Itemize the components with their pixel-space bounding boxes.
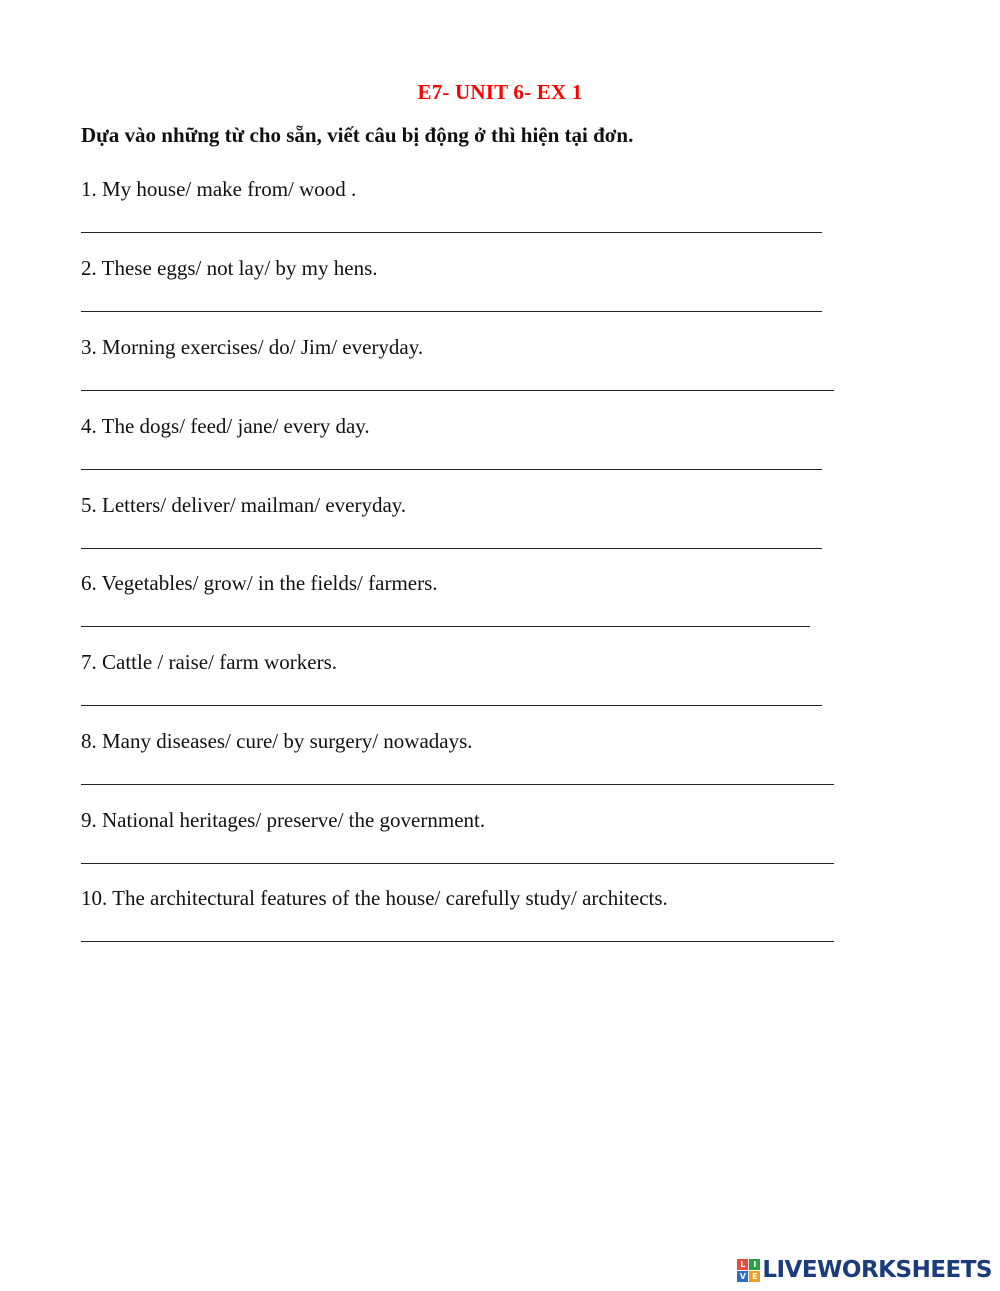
logo-tile: E <box>749 1271 760 1282</box>
exercise-prompt: 4. The dogs/ feed/ jane/ every day. <box>81 414 370 438</box>
logo-tile: I <box>749 1259 760 1270</box>
liveworksheets-logo <box>737 1257 992 1283</box>
answer-line[interactable] <box>81 548 822 549</box>
exercise-prompt: 6. Vegetables/ grow/ in the fields/ farmers. <box>81 571 438 595</box>
exercise-prompt: 2. These eggs/ not lay/ by my hens. <box>81 256 378 280</box>
exercise-prompt: 10. The architectural features of the house/ carefully study/ architects. <box>81 886 668 910</box>
answer-line[interactable] <box>81 784 834 785</box>
answer-line[interactable] <box>81 626 810 627</box>
exercise-item <box>81 649 861 728</box>
exercise-item <box>81 334 861 413</box>
exercise-prompt: 1. My house/ make from/ wood . <box>81 177 357 201</box>
logo-tile: V <box>737 1271 748 1282</box>
worksheet-title: E7- UNIT 6- EX 1 <box>417 80 583 104</box>
answer-line[interactable] <box>81 941 834 942</box>
worksheet-instruction: Dựa vào những từ cho sẵn, viết câu bị động ở thì hiện tại đơn. <box>81 123 634 147</box>
exercise-item <box>81 176 861 255</box>
exercise-item <box>81 413 861 492</box>
answer-line[interactable] <box>81 232 822 233</box>
answer-line[interactable] <box>81 863 834 864</box>
exercise-prompt: 7. Cattle / raise/ farm workers. <box>81 650 337 674</box>
exercise-item <box>81 728 861 807</box>
answer-line[interactable] <box>81 390 834 391</box>
answer-line[interactable] <box>81 469 822 470</box>
exercise-prompt: 8. Many diseases/ cure/ by surgery/ nowadays. <box>81 729 473 753</box>
answer-line[interactable] <box>81 705 822 706</box>
logo-tile: L <box>737 1259 748 1270</box>
answer-line[interactable] <box>81 311 822 312</box>
logo-text: LIVEWORKSHEETS <box>762 1257 992 1283</box>
exercise-prompt: 3. Morning exercises/ do/ Jim/ everyday. <box>81 335 424 359</box>
exercise-prompt: 9. National heritages/ preserve/ the government. <box>81 808 486 832</box>
exercise-item <box>81 255 861 334</box>
exercise-item <box>81 885 861 964</box>
liveworksheets-logo-icon <box>737 1259 760 1282</box>
exercise-item <box>81 807 861 886</box>
exercise-item <box>81 492 861 571</box>
exercise-prompt: 5. Letters/ deliver/ mailman/ everyday. <box>81 493 407 517</box>
exercise-item <box>81 570 861 649</box>
